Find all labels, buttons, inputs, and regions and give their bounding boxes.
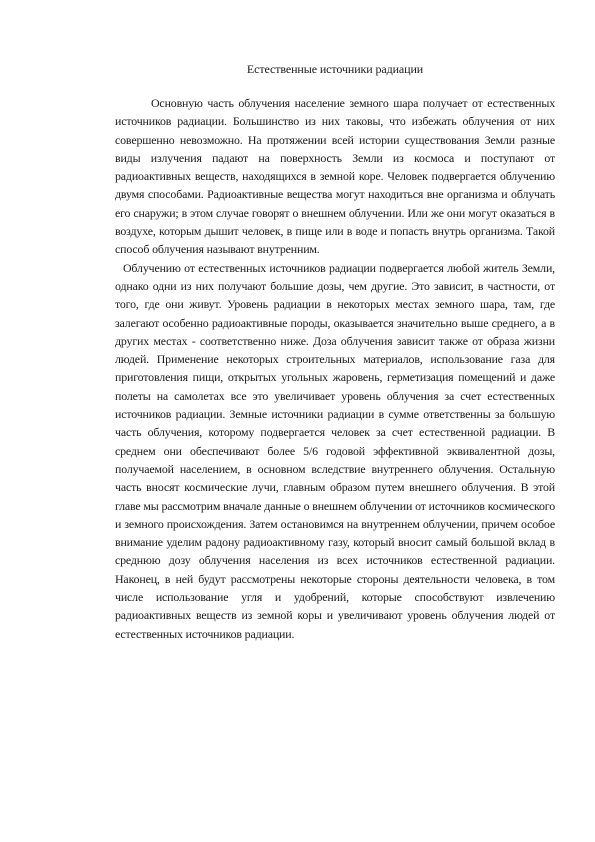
paragraph-2: Облучению от естественных источников радиации подвергается любой житель Земли, однако одни из них получают большие дозы, чем другие. Это зависит, в частности, от того, где они живут. Уровень радиации в некоторых местах земного шара, там, где залегают особенно радиоактивные породы, оказывается значительно выше среднего, а в других местах - соответственно ниже. Доза облучения зависит также от образа жизни людей. Применение некоторых строительных материалов, использование газа для приготовления пищи, открытых угольных жаровень, герметизация помещений и даже полеты на самолетах все это увеличивает уровень облучения за счет естественных источников радиации. Земные источники радиации в сумме ответственны за большую часть облучения, которому подвергается человек за счет естественной радиации. В среднем они обеспечивают более 5/6 годовой эффективной эквивалентной дозы, получаемой населением, в основном вследствие внутреннего облучения. Остальную часть вносят космические лучи, главным образом путем внешнего облучения. В этой главе мы рассмотрим вначале данные о внешнем облучении от источников космического и земного происхождения. Затем остановимся на внутреннем облучении, причем особое внимание уделим радону радиоактивному газу, который вносит самый большой вклад в среднюю дозу облучения населения из всех источников естественной радиации. Наконец, в ней будут рассмотрены некоторые стороны деятельности человека, в том числе использование угля и удобрений, которые способствуют извлечению радиоактивных веществ из земной коры и увеличивают уровень облучения людей от естественных источников радиации. (115, 260, 555, 641)
document-title: Естественные источники радиации (246, 62, 424, 76)
paragraph-1: Основную часть облучения население земного шара получает от естественных источников радиации. Большинство из них таковы, что избежать облучения от них совершенно невозможно. На протяжении всей истории существования Земли разные виды излучения падают на поверхность Земли из космоса и поступают от радиоактивных веществ, находящихся в земной коре. Человек подвергается облучению двумя способами. Радиоактивные вещества могут находиться вне организма и облучать его снаружи; в этом случае говорят о внешнем облучении. Или же они могут оказаться в воздухе, которым дышит человек, в пище или в воде и попасть внутрь организма. Такой способ облучения называют внутренним. (115, 96, 555, 257)
document-body (115, 60, 555, 643)
